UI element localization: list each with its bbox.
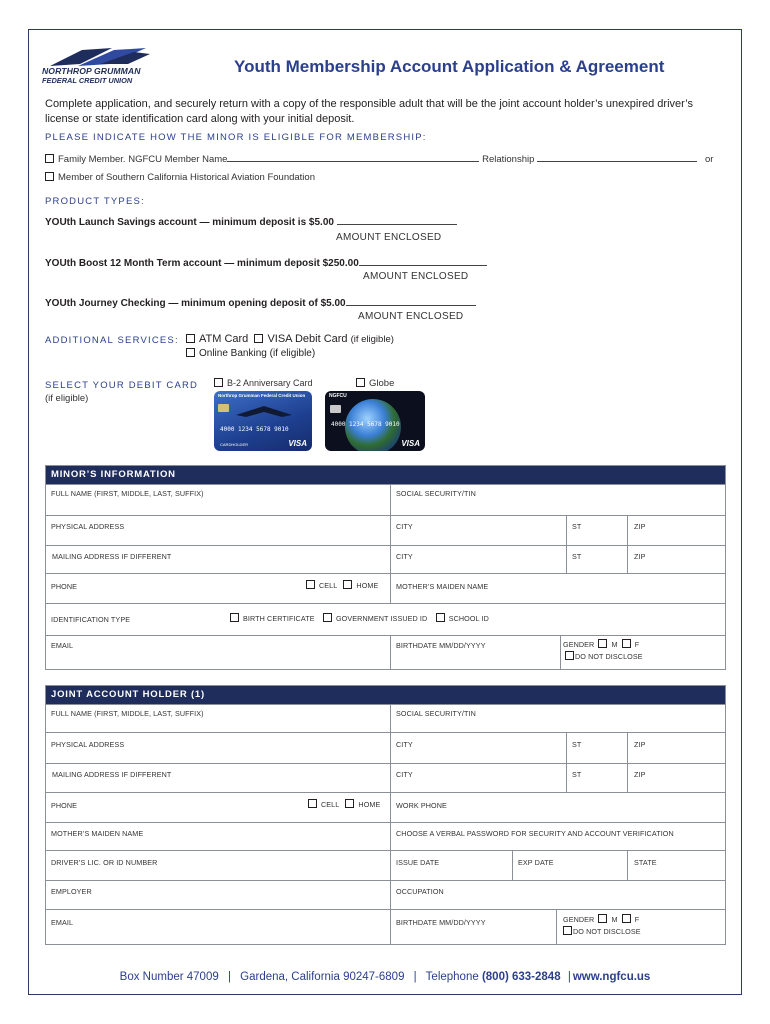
joint-birthdate-cell[interactable] [390, 910, 486, 944]
joint-city-label: CITY [396, 740, 413, 749]
joint-drivers-lic-label: DRIVER’S LIC. OR ID NUMBER [51, 858, 158, 867]
joint-issue-date-label: ISSUE DATE [396, 858, 440, 867]
minor-gender-m-label: M [611, 640, 618, 649]
relationship-label: Relationship [482, 154, 535, 165]
product-types-heading: PRODUCT TYPES: [45, 196, 145, 207]
joint-exp-date-label: EXP DATE [518, 858, 554, 867]
foundation-row [45, 172, 315, 183]
globe-card-label: Globe [369, 378, 395, 389]
footer-url[interactable]: www.ngfcu.us [572, 971, 651, 983]
joint-home-checkbox[interactable] [345, 799, 354, 808]
minor-gender-f-label: F [634, 640, 640, 649]
joint-cell-label: CELL [321, 800, 340, 809]
joint-state-label: STATE [634, 858, 657, 867]
minor-row-phone [46, 573, 725, 603]
joint-dnd-label: DO NOT DISCLOSE [573, 927, 641, 936]
minor-dnd-checkbox[interactable] [565, 651, 574, 660]
joint-state-cell[interactable] [627, 851, 657, 880]
relationship-line[interactable] [537, 153, 697, 162]
minor-dnd-row [565, 651, 643, 661]
joint-email-label: EMAIL [51, 918, 74, 927]
minor-phone-label: PHONE [51, 582, 78, 591]
minor-mail-city-cell[interactable] [390, 546, 413, 573]
joint-work-phone-cell[interactable] [390, 793, 447, 822]
online-if-eligible: (if eligible) [269, 348, 316, 359]
globe-card-image[interactable] [325, 391, 425, 451]
joint-exp-date-cell[interactable] [512, 851, 554, 880]
globe-card-issuer: NGFCU [329, 393, 347, 399]
b2-visa-logo: VISA [288, 439, 307, 448]
minor-row-address [46, 515, 725, 545]
joint-mothers-maiden-label: MOTHER’S MAIDEN NAME [51, 829, 144, 838]
globe-card-checkbox[interactable] [356, 378, 365, 387]
school-id-checkbox[interactable] [436, 613, 445, 622]
minor-row-mailing [46, 545, 725, 573]
joint-occupation-cell[interactable] [390, 881, 444, 909]
minor-zip-label: ZIP [634, 522, 646, 531]
joint-mail-st-cell[interactable] [566, 764, 582, 792]
minor-ssn-label: SOCIAL SECURITY/TIN [396, 489, 476, 498]
b2-card-checkbox[interactable] [214, 378, 223, 387]
joint-st-label: ST [572, 740, 582, 749]
debit-card-sub: (if eligible) [45, 393, 89, 404]
minor-row-email [46, 635, 725, 669]
b2-card-issuer: Northrop Grumman Federal Credit Union [218, 393, 306, 398]
minor-gender-f-checkbox[interactable] [622, 639, 631, 648]
joint-password-cell[interactable] [390, 823, 674, 850]
birth-cert-checkbox[interactable] [230, 613, 239, 622]
eligibility-heading: PLEASE INDICATE HOW THE MINOR IS ELIGIBLE FOR MEMBERSHIP: [45, 132, 427, 143]
joint-mailing-label: MAILING ADDRESS IF DIFFERENT [52, 770, 172, 779]
journey-amount-line[interactable] [346, 297, 476, 306]
globe-visa-logo: VISA [401, 439, 420, 448]
or-label: or [704, 154, 714, 165]
joint-mail-city-label: CITY [396, 770, 413, 779]
minor-mothers-maiden-label: MOTHER’S MAIDEN NAME [396, 582, 489, 591]
minor-row-name [46, 484, 725, 515]
boost-amount-caption: AMOUNT ENCLOSED [363, 271, 469, 282]
b2-card-image[interactable] [214, 391, 312, 451]
joint-holder-table [45, 685, 726, 945]
joint-dnd-checkbox[interactable] [563, 926, 572, 935]
logo-line2: FEDERAL CREDIT UNION [42, 76, 133, 85]
globe-chip [330, 405, 341, 413]
minor-city-label: CITY [396, 522, 413, 531]
minor-mail-zip-cell[interactable] [627, 546, 646, 573]
joint-zip-cell[interactable] [627, 733, 646, 763]
birth-cert-label: BIRTH CERTIFICATE [243, 614, 315, 623]
minor-mailing-label: MAILING ADDRESS IF DIFFERENT [52, 552, 172, 561]
visa-if-eligible: (if eligible) [350, 334, 394, 345]
member-name-line[interactable] [227, 153, 479, 162]
joint-home-label: HOME [358, 800, 381, 809]
joint-row-name [46, 704, 725, 732]
footer-telephone-label: Telephone [425, 971, 479, 983]
joint-mail-city-cell[interactable] [390, 764, 413, 792]
minor-mail-zip-label: ZIP [634, 552, 646, 561]
debit-card-heading: SELECT YOUR DEBIT CARD [45, 380, 199, 391]
online-banking-checkbox[interactable] [186, 348, 195, 357]
joint-row-mailing [46, 763, 725, 792]
joint-gender-f-checkbox[interactable] [622, 914, 631, 923]
minor-st-label: ST [572, 522, 582, 531]
card-option-globe [356, 378, 394, 389]
minor-row-id [46, 603, 725, 635]
joint-ssn-label: SOCIAL SECURITY/TIN [396, 709, 476, 718]
minor-id-type-label: IDENTIFICATION TYPE [51, 615, 131, 624]
joint-phone-type [308, 799, 380, 809]
joint-holder-heading: JOINT ACCOUNT HOLDER (1) [46, 686, 725, 704]
footer: Box Number 47009 | Gardena, California 90247-6809 | Telephone (800) 633-2848 | www.ngfcu.us [119, 971, 651, 983]
b2-card-number: 4000 1234 5678 9010 [220, 426, 289, 433]
joint-issue-date-cell[interactable] [390, 851, 440, 880]
joint-gender-f-label: F [634, 915, 640, 924]
launch-amount-line[interactable] [337, 216, 457, 225]
minor-home-checkbox[interactable] [343, 580, 352, 589]
joint-gender-m-checkbox[interactable] [598, 914, 607, 923]
globe-card-number: 4000 1234 5678 9010 [331, 421, 400, 428]
launch-row [45, 216, 457, 228]
services-row2 [186, 348, 315, 359]
minor-full-name-label: FULL NAME (FIRST, MIDDLE, LAST, SUFFIX) [51, 489, 204, 498]
intro-text: Complete application, and securely return with a copy of the responsible adult that will be the joint account holder’s unexpired driver’s license or state identification card along with your initial deposit. [45, 98, 693, 125]
logo-line1: NORTHROP GRUMMAN [42, 66, 141, 76]
b2-chip [218, 404, 229, 412]
minor-phone-type [306, 580, 378, 590]
footer-box: Box Number 47009 [119, 971, 219, 983]
minor-city-cell[interactable] [390, 516, 413, 545]
minor-email-label: EMAIL [51, 641, 74, 650]
boost-amount-line[interactable] [359, 257, 487, 266]
joint-zip-label: ZIP [634, 740, 646, 749]
minor-cell-label: CELL [319, 581, 338, 590]
launch-amount-caption: AMOUNT ENCLOSED [336, 232, 442, 243]
joint-work-phone-label: WORK PHONE [396, 801, 447, 810]
gov-id-label: GOVERNMENT ISSUED ID [335, 614, 428, 623]
boost-label: YOUth Boost 12 Month Term account — minimum deposit $250.00 [45, 258, 359, 269]
minor-gender-m-checkbox[interactable] [598, 639, 607, 648]
services-row1 [186, 333, 394, 345]
joint-row-employer [46, 880, 725, 909]
atm-card-label: ATM Card [199, 333, 249, 345]
foundation-label: Member of Southern California Historical Aviation Foundation [58, 172, 315, 183]
joint-full-name-label: FULL NAME (FIRST, MIDDLE, LAST, SUFFIX) [51, 709, 204, 718]
journey-amount-caption: AMOUNT ENCLOSED [358, 311, 464, 322]
minor-cell-checkbox[interactable] [306, 580, 315, 589]
minor-ssn-cell[interactable] [390, 485, 476, 515]
minor-mail-city-label: CITY [396, 552, 413, 561]
b2-card-label: B-2 Anniversary Card [227, 378, 313, 388]
minor-gender-row [563, 639, 639, 649]
joint-gender-label: GENDER [563, 915, 595, 924]
journey-label: YOUth Journey Checking — minimum opening deposit of $5.00 [45, 298, 346, 309]
joint-mail-zip-label: ZIP [634, 770, 646, 779]
additional-services-heading: ADDITIONAL SERVICES: [45, 335, 179, 346]
minor-gender-cell [560, 636, 643, 669]
minor-zip-cell[interactable] [627, 516, 646, 545]
atm-card-checkbox[interactable] [186, 334, 195, 343]
joint-physical-address-label: PHYSICAL ADDRESS [51, 740, 125, 749]
joint-gender-row [563, 914, 639, 924]
minor-home-label: HOME [356, 581, 379, 590]
online-banking-label: Online Banking [199, 348, 267, 359]
joint-gender-m-label: M [611, 915, 618, 924]
minor-dnd-label: DO NOT DISCLOSE [575, 652, 643, 661]
minor-info-heading: MINOR’S INFORMATION [46, 466, 725, 484]
family-member-label: Family Member. NGFCU Member Name [58, 154, 228, 165]
joint-employer-label: EMPLOYER [51, 887, 92, 896]
joint-row-email [46, 909, 725, 944]
joint-row-maiden [46, 822, 725, 850]
visa-debit-label: VISA Debit Card [267, 333, 348, 345]
joint-phone-label: PHONE [51, 801, 78, 810]
page-title: Youth Membership Account Application & Agreement [234, 57, 665, 76]
school-id-label: SCHOOL ID [448, 614, 489, 623]
minor-mail-st-label: ST [572, 552, 582, 561]
foundation-checkbox[interactable] [45, 172, 54, 181]
joint-row-address [46, 732, 725, 763]
b2-card-name: CARDHOLDER [220, 442, 249, 447]
minor-mail-st-cell[interactable] [566, 546, 582, 573]
minor-birthdate-label: BIRTHDATE MM/DD/YYYY [396, 641, 486, 650]
joint-password-label: CHOOSE A VERBAL PASSWORD FOR SECURITY AND ACCOUNT VERIFICATION [396, 829, 674, 838]
minor-physical-address-label: PHYSICAL ADDRESS [51, 522, 125, 531]
footer-phone[interactable]: (800) 633-2848 [481, 971, 561, 983]
minor-mothers-maiden-cell[interactable] [390, 574, 489, 603]
visa-debit-checkbox[interactable] [254, 334, 263, 343]
joint-row-phone [46, 792, 725, 822]
joint-city-cell[interactable] [390, 733, 413, 763]
minor-info-table [45, 465, 726, 670]
joint-row-license [46, 850, 725, 880]
joint-cell-checkbox[interactable] [308, 799, 317, 808]
minor-gender-label: GENDER [563, 640, 595, 649]
eligibility-family-row [45, 153, 713, 165]
minor-id-options [230, 613, 489, 623]
launch-label: YOUth Launch Savings account — minimum deposit is $5.00 [45, 217, 334, 228]
joint-gender-cell [556, 910, 641, 944]
joint-birthdate-label: BIRTHDATE MM/DD/YYYY [396, 918, 486, 927]
minor-birthdate-cell[interactable] [390, 636, 486, 669]
minor-st-cell[interactable] [566, 516, 582, 545]
footer-city: Gardena, California 90247-6809 [240, 971, 405, 983]
journey-row [45, 297, 476, 309]
joint-ssn-cell[interactable] [390, 705, 476, 732]
b2-bomber-graphic [234, 403, 294, 421]
joint-mail-st-label: ST [572, 770, 582, 779]
boost-row [45, 257, 487, 269]
joint-dnd-row [563, 926, 641, 936]
joint-occupation-label: OCCUPATION [396, 887, 444, 896]
family-member-checkbox[interactable] [45, 154, 54, 163]
joint-st-cell[interactable] [566, 733, 582, 763]
joint-mail-zip-cell[interactable] [627, 764, 646, 792]
card-option-b2 [214, 378, 313, 388]
gov-id-checkbox[interactable] [323, 613, 332, 622]
